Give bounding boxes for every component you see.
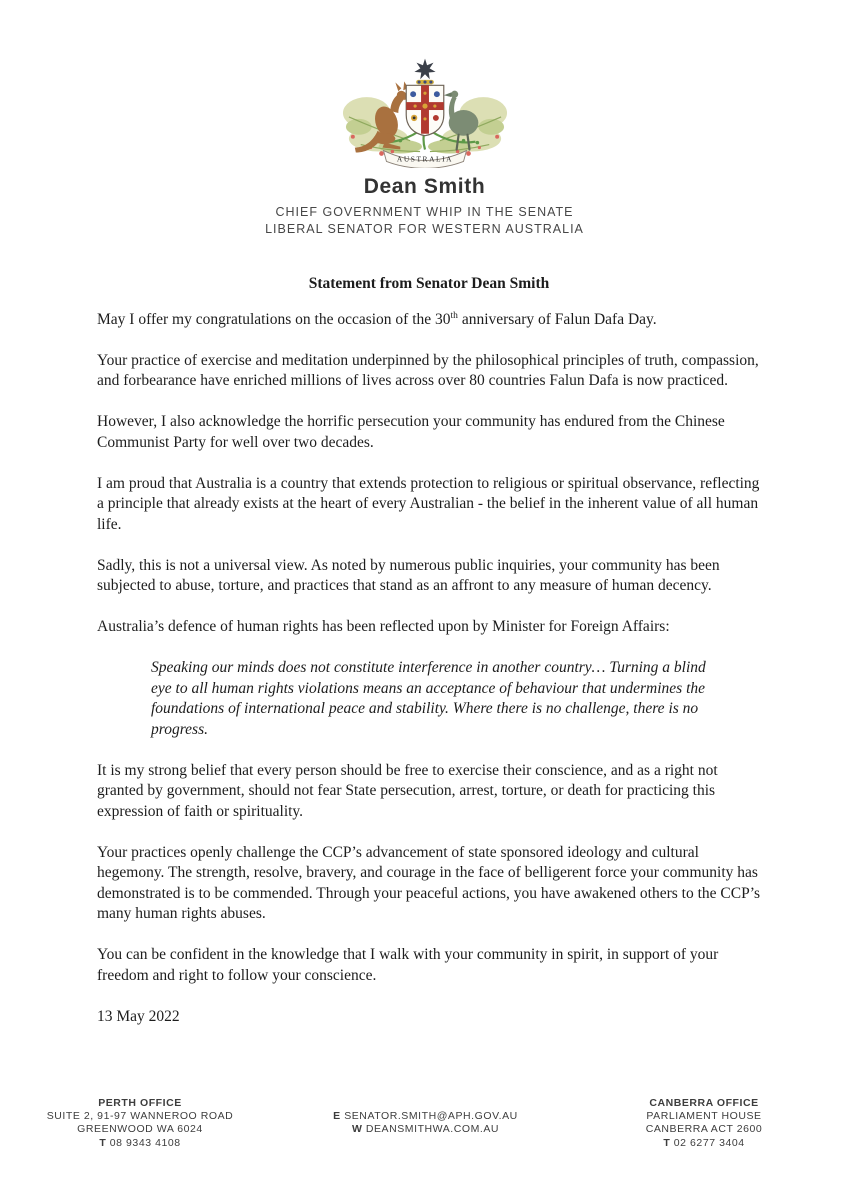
paragraph-congratulations [97, 310, 761, 331]
contact-website [276, 1123, 576, 1136]
australian-coat-of-arms-icon [341, 55, 509, 168]
paragraph-strong-belief: It is my strong belief that every person should be free to exercise their conscience, and as a right not granted by government, should not fear State persecution, arrest, torture, or death for practicing this expression of faith or spirituality. [97, 761, 718, 820]
shield-icon [406, 85, 444, 135]
perth-office-title: PERTH OFFICE [98, 1097, 182, 1109]
phone-label: T [99, 1136, 107, 1149]
email-address: SENATOR.SMITH@APH.GOV.AU [344, 1110, 518, 1122]
website-address: DEANSMITHWA.COM.AU [365, 1123, 500, 1136]
perth-office-address-line1: SUITE 2, 91-97 WANNEROO ROAD [46, 1110, 234, 1123]
canberra-office-address-line2: CANBERRA ACT 2600 [645, 1123, 763, 1136]
statement-heading: Statement from Senator Dean Smith [308, 275, 550, 292]
crest-scroll-text: AUSTRALIA [396, 154, 453, 164]
paragraph-1-after: anniversary of Falun Dafa Day. [457, 310, 657, 328]
commonwealth-star-icon [414, 59, 435, 85]
phone-label: T [663, 1136, 671, 1149]
canberra-office-address-line1: PARLIAMENT HOUSE [646, 1110, 762, 1123]
paragraph-confidence: You can be confident in the knowledge that I walk with your community in spirit, in support of your freedom and right to follow your conscience. [97, 946, 719, 984]
phone-number: 02 6277 3404 [673, 1136, 745, 1149]
senator-name: Dean Smith [363, 175, 486, 198]
footer-contact [276, 1097, 576, 1136]
paragraph-not-universal: Sadly, this is not a universal view. As noted by numerous public inquiries, your community has been subjected to abuse, torture, and practices that stand as an affront to any measure of human decency. [97, 556, 720, 594]
ordinal-superscript: th [450, 310, 458, 321]
canberra-office-phone [589, 1137, 819, 1150]
web-label: W [351, 1123, 363, 1136]
paragraph-practice: Your practice of exercise and meditation underpinned by the philosophical principles of truth, compassion, and forbearance have enriched millions of lives across over 80 countries Falun Dafa is now practiced. [97, 351, 759, 389]
senator-title-line2: LIBERAL SENATOR FOR WESTERN AUSTRALIA [265, 221, 584, 236]
senator-title-line1: CHIEF GOVERNMENT WHIP IN THE SENATE [275, 205, 574, 219]
date-line: 13 May 2022 [97, 1007, 180, 1025]
footer [18, 1097, 819, 1150]
contact-email [276, 1110, 576, 1123]
canberra-office-title: CANBERRA OFFICE [649, 1097, 759, 1109]
paragraph-foreign-affairs-intro: Australia’s defence of human rights has been reflected upon by Minister for Foreign Affairs: [97, 618, 670, 635]
letterhead [0, 55, 849, 237]
email-label: E [333, 1110, 341, 1122]
paragraph-ccp-challenge: Your practices openly challenge the CCP’s advancement of state sponsored ideology and cultural hegemony. The strength, resolve, bravery, and courage in the face of belligerent force your community has demonstrated is to be commended. Through your peaceful actions, you have awakened others to the CCP’s many human rights abuses. [97, 843, 761, 922]
perth-office-address-line2: GREENWOOD WA 6024 [77, 1123, 203, 1136]
minister-quote: Speaking our minds does not constitute interference in another country… Turning a blind eye to all human rights violations means an acceptance of behaviour that undermines the foundations of international peace and stability. Where there is no challenge, there is no progress. [151, 659, 706, 738]
paragraph-1-before: May I offer my congratulations on the occasion of the 30 [97, 310, 451, 328]
footer-canberra-office [589, 1097, 819, 1150]
footer-perth-office [18, 1097, 262, 1150]
perth-office-phone [18, 1137, 262, 1150]
paragraph-australia-protection: I am proud that Australia is a country that extends protection to religious or spiritual observance, reflecting a principle that already exists at the heart of every Australian - the belief in the inherent value of all human life. [97, 474, 760, 533]
paragraph-persecution: However, I also acknowledge the horrific persecution your community has endured from the Chinese Communist Party for well over two decades. [97, 413, 725, 451]
phone-number: 08 9343 4108 [109, 1136, 181, 1149]
letter-body [97, 274, 761, 1048]
